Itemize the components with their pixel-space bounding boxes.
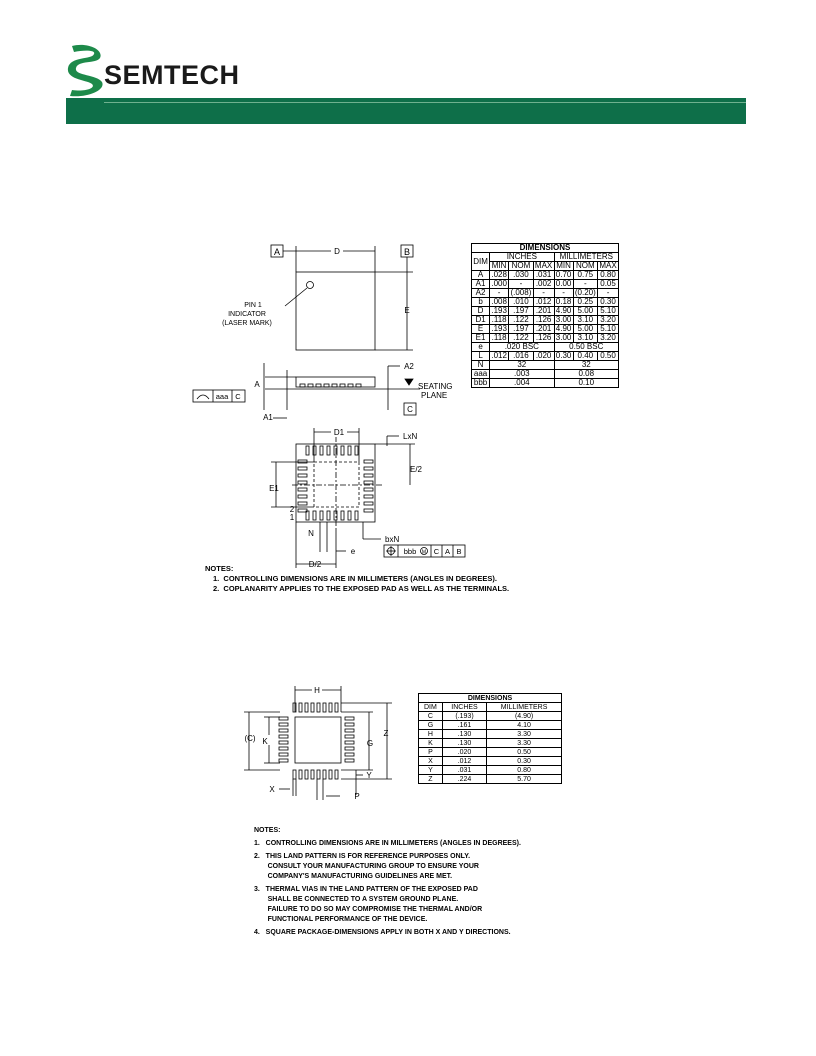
table-cell: E (472, 325, 490, 334)
package-dimensions-table: DIMENSIONS DIM INCHES MILLIMETERS MIN NOM MAX MIN NOM MAX A .028 .030 .031 0.70 0.75 0.80 A1 .000 - .002 0.00 - 0.05 A2 - (.008) - - (0.20) - b .008 .010 .012 0.18 0.25 0.30 D .193 .197 .201 4.90 5.00 5.10 D1 .118 .122 .126 3.00 3.10 3.20 E .193 .197 .201 4.90 5.00 5.10 E1 .118 .122 .126 3.00 3.10 3.20 e .020 BSC 0.50 BSC L .012 .016 .020 0.30 0.40 0.50 N 32 32 aaa .003 0.08 bbb .004 0.10 (473, 243, 617, 387)
datum-a-label: A (273, 247, 281, 257)
table-cell: 0.50 (598, 352, 619, 361)
table-cell: 0.30 (598, 298, 619, 307)
svg-text:C: C (235, 392, 241, 401)
table-cell: H (419, 730, 443, 739)
table-cell: .004 (490, 379, 554, 388)
svg-text:bbb: bbb (403, 547, 417, 556)
table-cell: 0.05 (598, 280, 619, 289)
svg-text:K: K (262, 737, 268, 746)
table-cell: .012 (442, 757, 486, 766)
table-cell: L (472, 352, 490, 361)
svg-text:A: A (444, 547, 451, 556)
table-cell: 5.00 (573, 307, 598, 316)
table-cell: .118 (490, 316, 509, 325)
svg-text:M: M (421, 549, 427, 556)
table-header: DIM (419, 703, 443, 712)
table-cell: - (490, 289, 509, 298)
table-cell: .012 (491, 351, 507, 360)
table-row (472, 361, 619, 370)
table-cell: 5.70 (487, 775, 562, 784)
table-cell: .016 (509, 352, 534, 361)
table-cell: (.008) (510, 288, 532, 297)
svg-text:bxN: bxN (385, 535, 400, 544)
svg-text:(LASER MARK): (LASER MARK) (222, 320, 272, 327)
table-cell: - (598, 289, 619, 298)
table-cell: .161 (442, 721, 486, 730)
svg-text:H: H (314, 686, 320, 695)
svg-text:E/2: E/2 (409, 465, 423, 474)
svg-text:PIN 1: PIN 1 (244, 302, 262, 309)
table-cell: C (419, 712, 443, 721)
svg-text:A1: A1 (263, 413, 273, 422)
table-cell: .193 (491, 306, 507, 315)
svg-text:N: N (308, 529, 314, 538)
package-outline-drawing (188, 236, 470, 570)
table-cell: .126 (533, 334, 554, 343)
svg-text:C: C (407, 405, 413, 414)
svg-text:G: G (366, 739, 374, 748)
table-cell: 3.10 (573, 316, 598, 325)
land-pattern-dimensions-table: DIMENSIONS DIM INCHES MILLIMETERS C (.193) (4.90) G .161 4.10 H .130 3.30 K .130 3.30 P .020 0.50 X .012 0.30 Y .031 0.80 Z .224 5.70 (418, 693, 562, 784)
table-row (472, 379, 619, 388)
table-cell: 5.10 (598, 325, 619, 334)
table-row (419, 775, 562, 784)
table-row (419, 748, 562, 757)
top-view-body (296, 272, 375, 350)
table-cell: E1 (472, 334, 490, 343)
land-pattern-notes: NOTES: 1. CONTROLLING DIMENSIONS ARE IN MILLIMETERS (ANGLES IN DEGREES). 2. THIS LAND PATTERN IS FOR REFERENCE PURPOSES ONLY. CONSULT YOUR MANUFACTURING GROUP TO ENSURE YOUR COMPANY'S MANUFACTURING GUIDELINES ARE MET. 3. THERMAL VIAS IN THE LAND PATTERN OF THE EXPOSED PAD SHALL BE CONNECTED TO A SYSTEM GROUND PLANE. FAILURE TO DO SO MAY COMPROMISE THE THERMAL AND/OR FUNCTIONAL PERFORMANCE OF THE DEVICE. 4. SQUARE PACKAGE-DIMENSIONS APPLY IN BOTH X AND Y DIRECTIONS. (254, 827, 521, 936)
table-cell: 3.30 (487, 730, 562, 739)
table-cell: 0.80 (598, 271, 619, 280)
table-cell: .020 BSC (490, 343, 554, 352)
land-pad-center (295, 717, 341, 763)
side-view-leads (300, 384, 361, 387)
table-cell: 0.50 BSC (554, 343, 618, 352)
brand-name: SEMTECH (104, 60, 240, 90)
datum-b-label: B (403, 247, 411, 257)
table-cell: .012 (533, 298, 554, 307)
table-cell: .197 (509, 325, 534, 334)
table-cell: 0.50 (487, 748, 562, 757)
table-cell: .010 (509, 298, 534, 307)
exposed-pad (314, 462, 359, 507)
table-cell: .118 (490, 334, 509, 343)
table-row (472, 352, 619, 361)
table-cell: .122 (509, 334, 534, 343)
table-cell: .020 (533, 352, 554, 361)
header-bar (66, 98, 746, 124)
table-cell: A (472, 271, 490, 280)
table-cell: A1 (472, 280, 490, 289)
table-cell: .193 (491, 324, 507, 333)
table-cell: .224 (442, 775, 486, 784)
table-header: INCHES (442, 703, 486, 712)
table-cell: 0.10 (554, 379, 618, 388)
land-pattern-drawing (238, 682, 398, 802)
svg-text:LxN: LxN (403, 432, 418, 441)
pin1-indicator (307, 282, 314, 289)
svg-text:C: C (433, 547, 440, 556)
table-row (419, 766, 562, 775)
table-cell: .003 (490, 370, 554, 379)
table-cell: P (419, 748, 443, 757)
table-cell: D1 (472, 316, 490, 325)
land-pads (279, 703, 354, 779)
table-cell: 0.25 (573, 298, 598, 307)
table-cell: (0.20) (574, 288, 596, 297)
svg-text:e: e (350, 547, 356, 556)
table-cell: .197 (509, 307, 534, 316)
table-cell: 3.00 (555, 315, 572, 324)
svg-text:SEATING: SEATING (418, 382, 453, 391)
table-subheader: NOM (509, 262, 534, 271)
table-cell: 0.80 (487, 766, 562, 775)
table-cell: 32 (554, 361, 618, 370)
table-cell: .031 (533, 271, 554, 280)
table-cell: 3.20 (598, 316, 619, 325)
table-cell: 4.90 (555, 306, 572, 315)
svg-text:A2: A2 (404, 362, 414, 371)
table-cell: 3.20 (598, 334, 619, 343)
table-cell: 0.00 (555, 279, 572, 288)
table-cell: .130 (442, 739, 486, 748)
table-subheader: NOM (573, 262, 598, 271)
table-row (419, 757, 562, 766)
table-cell: aaa (472, 370, 490, 379)
table-row (419, 721, 562, 730)
table-cell: 4.10 (487, 721, 562, 730)
svg-text:1: 1 (289, 513, 295, 522)
table-cell: 32 (490, 361, 554, 370)
table-cell: N (472, 361, 490, 370)
table-cell: .028 (491, 270, 507, 279)
dim-e-label: E (404, 306, 410, 315)
table-cell: 3.10 (573, 334, 598, 343)
table-cell: 0.70 (555, 270, 572, 279)
table-cell: bbb (472, 379, 490, 388)
table-subheader: MAX (599, 261, 617, 270)
table-cell: 3.30 (487, 739, 562, 748)
table-cell: - (533, 289, 554, 298)
table-cell: 5.10 (598, 307, 619, 316)
table-cell: .201 (533, 307, 554, 316)
table-cell: (4.90) (487, 712, 562, 721)
svg-text:P: P (354, 792, 360, 801)
svg-text:Z: Z (383, 729, 389, 738)
semtech-logo-icon (66, 44, 106, 98)
table-cell: .130 (442, 730, 486, 739)
table-cell: A2 (472, 289, 490, 298)
svg-text:Y: Y (366, 771, 372, 780)
table-cell: - (573, 280, 598, 289)
table-cell: K (419, 739, 443, 748)
table-row (419, 739, 562, 748)
table-cell: 0.08 (554, 370, 618, 379)
svg-text:(C): (C) (244, 734, 256, 743)
table-header: MILLIMETERS (487, 703, 562, 712)
table-cell: .122 (509, 316, 534, 325)
svg-text:PLANE: PLANE (421, 391, 448, 400)
table-cell: - (554, 289, 573, 298)
table-cell: e (472, 343, 490, 352)
dim-d-label: D (334, 247, 340, 256)
table-cell: 0.30 (487, 757, 562, 766)
table-cell: .126 (533, 316, 554, 325)
table-cell: 5.00 (573, 325, 598, 334)
outline-notes: NOTES: 1. CONTROLLING DIMENSIONS ARE IN MILLIMETERS (ANGLES IN DEGREES). 2. COPLANARITY APPLIES TO THE EXPOSED PAD AS WELL AS THE TERMINALS. (205, 564, 510, 593)
table-subheader: MIN (554, 262, 573, 271)
table-cell: 3.00 (555, 333, 572, 342)
bottom-view-leads (298, 446, 373, 520)
table-cell: .000 (491, 279, 507, 288)
table-cell: - (509, 280, 534, 289)
table-cell: 0.30 (555, 351, 572, 360)
svg-text:D1: D1 (333, 428, 345, 437)
svg-text:B: B (456, 547, 462, 556)
table-row (472, 280, 619, 289)
table-cell: .020 (442, 748, 486, 757)
table-cell: b (472, 298, 490, 307)
table-cell: G (419, 721, 443, 730)
svg-text:2: 2 (289, 505, 295, 514)
svg-text:D/2: D/2 (308, 560, 322, 569)
table-subheader: MIN (490, 262, 509, 271)
svg-text:A: A (254, 380, 260, 389)
bottom-view-body (296, 444, 375, 522)
table-cell: Z (419, 775, 443, 784)
table-cell: 0.75 (573, 271, 598, 280)
table-subheader: MAX (534, 261, 553, 270)
table-cell: .030 (509, 271, 534, 280)
svg-text:E1: E1 (269, 484, 279, 493)
table-cell: X (419, 757, 443, 766)
table-cell: D (472, 307, 490, 316)
table-cell: 0.18 (555, 297, 572, 306)
table-cell: .031 (442, 766, 486, 775)
table-row (419, 730, 562, 739)
table-cell: 4.90 (555, 324, 572, 333)
svg-text:INDICATOR: INDICATOR (228, 311, 266, 318)
table-cell: .002 (533, 280, 554, 289)
table-row (419, 712, 562, 721)
table-cell: (.193) (442, 712, 486, 721)
table-cell: .201 (533, 325, 554, 334)
table-cell: 0.40 (573, 352, 598, 361)
table-cell: Y (419, 766, 443, 775)
svg-text:aaa: aaa (215, 392, 229, 401)
table-row (472, 370, 619, 379)
table-cell: .008 (491, 297, 507, 306)
svg-text:X: X (269, 785, 275, 794)
